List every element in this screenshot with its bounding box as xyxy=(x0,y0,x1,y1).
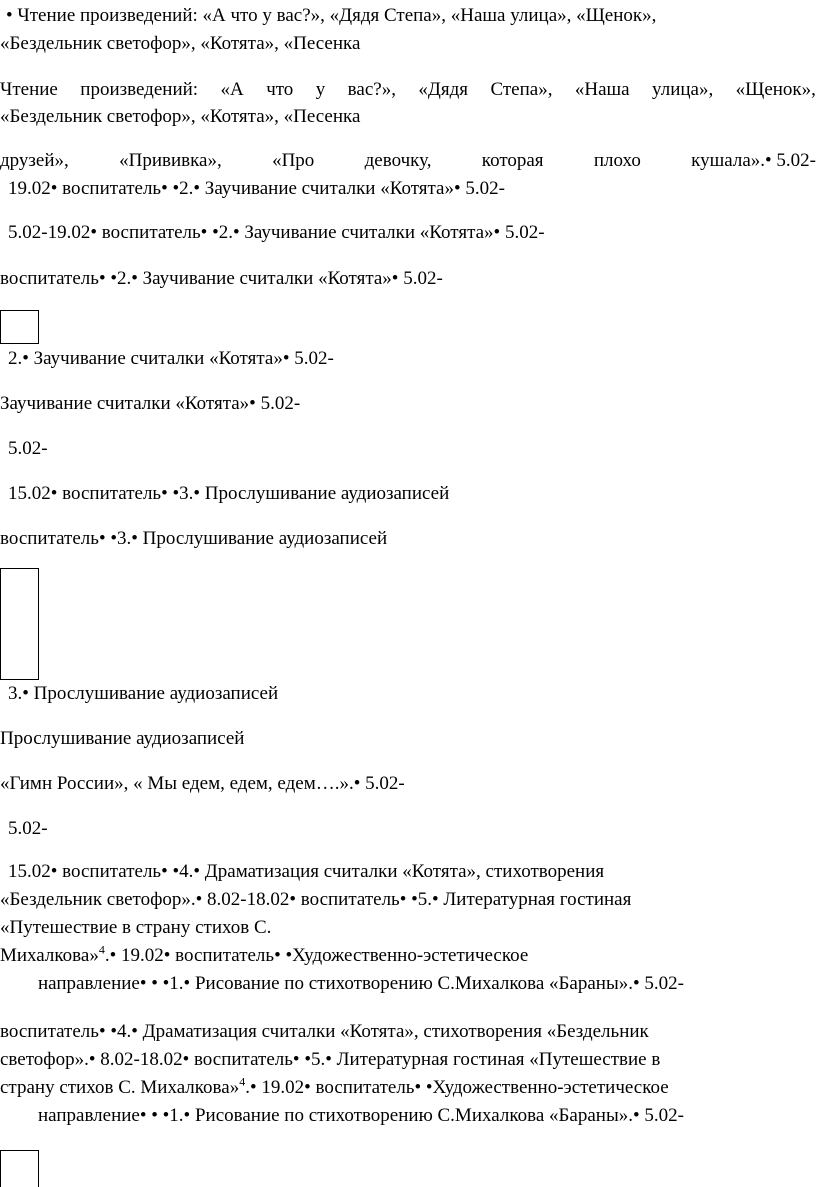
text-line: Заучивание считалки «Котята»• 5.02- xyxy=(0,393,301,414)
text-line: «Бездельник светофор», «Котята», «Песенка xyxy=(0,33,361,54)
text-line: «Бездельник светофор», «Котята», «Песенка xyxy=(0,106,361,127)
word: улица», xyxy=(652,79,714,100)
text-fragment: Михалкова» xyxy=(0,945,99,966)
text-line: направление• • •1.• Рисование по стихотворению С.Михалкова «Бараны».• 5.02- xyxy=(38,973,684,994)
text-line: 3.• Прослушивание аудиозаписей xyxy=(8,683,279,704)
text-line: светофор».• 8.02-18.02• воспитатель• •5.• Литературная гостиная «Путешествие в xyxy=(0,1049,661,1070)
word: вас?», xyxy=(347,79,396,100)
word: «Щенок», xyxy=(735,79,816,100)
text-line: 5.02- xyxy=(8,438,48,459)
word: «Прививка», xyxy=(119,150,222,171)
justified-line xyxy=(0,147,816,175)
text-line: 15.02• воспитатель• •3.• Прослушивание аудиозаписей xyxy=(8,483,450,504)
word: произведений: xyxy=(80,79,199,100)
word: у xyxy=(315,79,326,100)
text-line: 15.02• воспитатель• •4.• Драматизация считалки «Котята», стихотворения xyxy=(8,861,605,882)
empty-box xyxy=(0,568,39,680)
text-line: 5.02- xyxy=(8,818,48,839)
word: «А xyxy=(220,79,244,100)
text-line: «Гимн России», « Мы едем, едем, едем….».• 5.02- xyxy=(0,773,405,794)
text-line xyxy=(0,1074,669,1102)
text-line: 2.• Заучивание считалки «Котята»• 5.02- xyxy=(8,348,334,369)
word: Чтение xyxy=(0,79,58,100)
word: что xyxy=(266,79,294,100)
text-fragment: .• 19.02• воспитатель• •Художественно-эстетическое xyxy=(104,945,529,966)
text-line: 5.02-19.02• воспитатель• •2.• Заучивание считалки «Котята»• 5.02- xyxy=(8,222,545,243)
text-line: направление• • •1.• Рисование по стихотворению С.Михалкова «Бараны».• 5.02- xyxy=(38,1105,684,1126)
empty-box xyxy=(0,310,39,344)
text-line: «Путешествие в страну стихов С. xyxy=(0,917,272,938)
superscript: 4 xyxy=(239,1074,246,1089)
word: плохо xyxy=(593,150,641,171)
word: девочку, xyxy=(364,150,432,171)
text-line: воспитатель• •2.• Заучивание считалки «Котята»• 5.02- xyxy=(0,268,443,289)
text-line: воспитатель• •4.• Драматизация считалки «Котята», стихотворения «Бездельник xyxy=(0,1021,649,1042)
text-line: • Чтение произведений: «А что у вас?», «Дядя Степа», «Наша улица», «Щенок», xyxy=(6,5,657,26)
text-fragment: .• 19.02• воспитатель• •Художественно-эстетическое xyxy=(245,1077,669,1098)
text-fragment: страну стихов С. Михалкова» xyxy=(0,1077,240,1098)
superscript: 4 xyxy=(98,942,105,957)
justified-line xyxy=(0,76,816,104)
word: «Дядя xyxy=(418,79,468,100)
empty-box xyxy=(0,1150,39,1187)
text-line: воспитатель• •3.• Прослушивание аудиозаписей xyxy=(0,528,388,549)
word: Степа», xyxy=(490,79,553,100)
word: «Про xyxy=(272,150,315,171)
word: друзей», xyxy=(0,150,69,171)
word: «Наша xyxy=(574,79,630,100)
text-line: 19.02• воспитатель• •2.• Заучивание считалки «Котята»• 5.02- xyxy=(8,178,505,199)
text-line xyxy=(0,942,528,970)
text-line: «Бездельник светофор».• 8.02-18.02• воспитатель• •5.• Литературная гостиная xyxy=(0,889,632,910)
text-line: Прослушивание аудиозаписей xyxy=(0,728,245,749)
word: которая xyxy=(481,150,544,171)
word: кушала».• 5.02- xyxy=(691,150,816,171)
